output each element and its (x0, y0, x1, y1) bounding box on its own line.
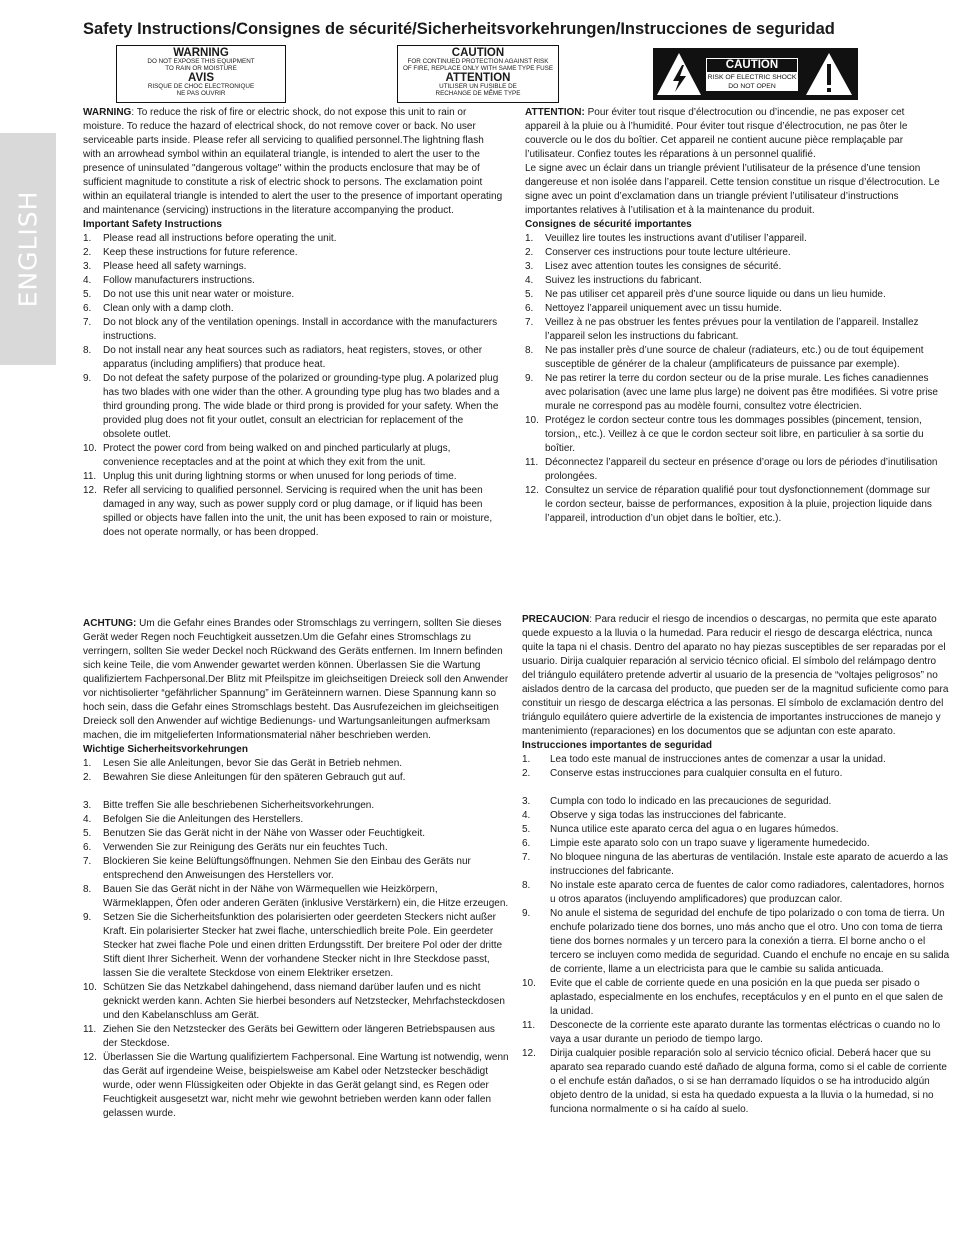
list-item-text: Please heed all safety warnings. (103, 261, 247, 272)
list-item (522, 753, 950, 767)
list-item-text: No anule el sistema de seguridad del enchufe de tipo polarizado o con toma de tierra. Un enchufe polarizado tiene dos bornes, uno más ancho que el otro. Uno con toma de tierra tiene dos bornes normales y un tercero para la conexión a tierra. El borne ancho o el tercero se incluyen como medida de seguridad. Cuando el enchufe no encaje en su salida de corriente, llame a un electricista para que le cambie su salida anticuada. (550, 908, 950, 975)
english-warning-lead: WARNING (83, 107, 132, 118)
list-item-text: Veuillez lire toutes les instructions avant d’utiliser l’appareil. (545, 233, 807, 244)
list-item-number: 5. (522, 824, 531, 835)
caution-label-line: OF FIRE, REPLACE ONLY WITH SAME TYPE FUSE (402, 64, 554, 72)
list-item (525, 344, 940, 372)
list-item (83, 470, 503, 484)
spanish-heading: Instrucciones importantes de seguridad (522, 740, 713, 751)
list-item-number: 3. (83, 261, 92, 272)
warning-label-line: TO RAIN OR MOISTURE (165, 64, 237, 72)
avis-label-line: NE PAS OUVRIR (176, 89, 226, 97)
list-item-number: 11. (522, 1020, 536, 1031)
list-item-number: 2. (83, 772, 92, 783)
list-item-number: 9. (83, 912, 92, 923)
list-item-text: Nettoyez l’appareil uniquement avec un tissu humide. (545, 303, 782, 314)
spanish-section (522, 613, 950, 1117)
list-item-text: Setzen Sie die Sicherheitsfunktion des polarisierten oder geerdeten Steckers nicht außer Kraft. Ein polarisierter Stecker hat zwei flache, unterschiedlich breite Pole. Ein geerdeter Stecker hat zwei flache Pole und einen dritten Erdungsstift. Der breitere Pol oder der dritte Stift dient Ihrer Sicherheit. Wenn der vorhandene Stecker nicht in Ihre Steckdose passt, lassen Sie die veraltete Steckdose von einem Elektriker ersetzen. (103, 912, 503, 979)
language-tab (0, 133, 56, 365)
list-item (83, 841, 509, 855)
list-item-number: 2. (525, 247, 534, 258)
list-item-number: 8. (83, 884, 92, 895)
list-item-number: 1. (522, 754, 531, 765)
list-item-text: No instale este aparato cerca de fuentes de calor como radiadores, calentadores, hornos u otros aparatos (incluyendo amplificadores) que produzcan calor. (550, 880, 945, 905)
list-item-number: 10. (83, 443, 97, 454)
list-item (83, 827, 509, 841)
list-item-number: 1. (525, 233, 534, 244)
list-item-text: Conserve estas instrucciones para cualquier consulta en el futuro. (550, 768, 843, 779)
english-warning-paragraph (83, 106, 503, 218)
german-heading: Wichtige Sicherheitsvorkehrungen (83, 744, 248, 755)
french-warning-paragraph-2: Le signe avec un éclair dans un triangle prévient l’utilisateur de la présence d’une tension dangereuse et non isolée dans l’appareil. Cette tension constitue un risque d’électrocution. Le signe avec un point d’exclamation dans un triangle prévient l’utilisateur d’instructions importantes relatives à l’utilisation et à la maintenance du produit. (525, 163, 940, 216)
list-item-text: Protégez le cordon secteur contre tous les dommages possibles (pincement, tension, torsion,, etc.). Veillez à ce que le cordon secteur soit libre, en particulier à sa sortie du boîtier. (545, 415, 924, 454)
list-item-text: Refer all servicing to qualified personnel. Servicing is required when the unit has been damaged in any way, such as power supply cord or plug damage, or if liquid has been spilled or objects have fallen into the unit, the unit has been exposed to rain or moisture, does not operate normally, or has been dropped. (103, 485, 493, 538)
exclamation-triangle-icon (804, 51, 854, 97)
list-item-text: Ne pas utiliser cet appareil près d’une source liquide ou dans un lieu humide. (545, 289, 886, 300)
list-item (83, 274, 503, 288)
caution-fuse-label (397, 45, 559, 103)
list-item-number: 6. (525, 303, 534, 314)
list-item-number: 3. (83, 800, 92, 811)
list-item-text: Cumpla con todo lo indicado en las precauciones de seguridad. (550, 796, 832, 807)
list-item-number: 3. (522, 796, 531, 807)
list-item (522, 837, 950, 851)
warning-label (116, 45, 286, 103)
list-item-number: 12. (522, 1048, 536, 1059)
list-item (83, 813, 509, 827)
list-item (83, 981, 509, 1023)
avis-label-title: AVIS (188, 72, 214, 85)
list-item-text: Lisez avec attention toutes les consignes de sécurité. (545, 261, 782, 272)
list-item-text: No bloquee ninguna de las aberturas de ventilación. Instale este aparato de acuerdo a las instrucciones del fabricante. (550, 852, 949, 877)
electric-shock-caution-label (653, 48, 858, 100)
list-item-number: 12. (83, 485, 97, 496)
list-item-number: 3. (525, 261, 534, 272)
list-item (83, 316, 503, 344)
list-item-number: 10. (525, 415, 539, 426)
list-item-text: Ne pas retirer la terre du cordon secteur ou de la prise murale. Les fiches canadiennes avec polarisation (avec une lame plus large) ne doivent pas être modifiées. Si votre prise murale ne correspond pas au modèle fourni, consultez votre électricien. (545, 373, 938, 412)
list-item (525, 274, 940, 288)
german-warning-paragraph (83, 617, 509, 743)
list-item-text: Consultez un service de réparation qualifié pour tout dysfonctionnement (dommage sur le cordon secteur, baisse de performances, exposition à la pluie, projection liquide dans l’appareil, introduction d’un objet dans le boîtier, etc.). (545, 485, 932, 524)
list-item-text: Schützen Sie das Netzkabel dahingehend, dass niemand darüber laufen und es nicht geknickt werden kann. Achten Sie hierbei besonders auf Netzstecker, Mehrfachsteckdosen und den Kabelanschluss am Gerät. (103, 982, 505, 1021)
list-item-text: Bauen Sie das Gerät nicht in der Nähe von Wärmequellen wie Heizkörpern, Wärmeklappen, Öfen oder anderen Geräten (inklusive Verstärkern) ein, die Hitze erzeugen. (103, 884, 509, 909)
list-item-number: 11. (83, 1024, 97, 1035)
list-item-number: 5. (83, 289, 92, 300)
list-item-number: 10. (522, 978, 536, 989)
list-item-number: 5. (83, 828, 92, 839)
german-section (83, 617, 509, 1121)
german-instruction-list (83, 757, 509, 1121)
list-item-text: Ne pas installer près d’une source de chaleur (radiateurs, etc.) ou de tout équipement susceptible de générer de la chaleur (amplificateurs de puissance par exemple). (545, 345, 924, 370)
attention-label-title: ATTENTION (445, 72, 511, 85)
list-item-number: 7. (525, 317, 534, 328)
list-item-text: Do not block any of the ventilation openings. Install in accordance with the manufacturers instructions. (103, 317, 498, 342)
german-warning-lead: ACHTUNG: (83, 618, 137, 629)
spanish-instruction-list (522, 753, 950, 1117)
list-item-text: Benutzen Sie das Gerät nicht in der Nähe von Wasser oder Feuchtigkeit. (103, 828, 426, 839)
list-item (83, 232, 503, 246)
list-item-number: 9. (522, 908, 531, 919)
list-item-number: 2. (522, 768, 531, 779)
list-item (525, 484, 940, 526)
list-item-text: Überlassen Sie die Wartung qualifiziertem Fachpersonal. Eine Wartung ist notwendig, wenn das Gerät auf irgendeine Weise, beispielsweise am Kabel oder Netzstecker beschädigt wurde, oder wenn Flüssigkeiten oder Objekte in das Gerät gelangt sind, es Regen oder Feuchtigkeit ausgesetzt war, nicht mehr wie gewohnt betrieben werden kann oder fallen gelassen wurde. (103, 1052, 509, 1119)
attention-label-line: RECHANGE DE MÊME TYPE (435, 89, 521, 97)
list-item (83, 484, 503, 540)
french-warning-text: Pour éviter tout risque d’électrocution ou d’incendie, ne pas exposer cet appareil à la pluie ou à l’humidité. Pour éviter tout risque d’électrocution, ne pas ôter le couvercle ou le dos du boîtier. Cet appareil ne contient aucune pièce remplaçable par l’utilisateur. Confiez toutes les réparations à un personnel qualifié. (525, 107, 908, 160)
list-item (522, 907, 950, 977)
list-item-text: Conserver ces instructions pour toute lecture ultérieure. (545, 247, 791, 258)
shock-label-title: CAUTION (706, 58, 798, 73)
shock-label-line: DO NOT OPEN (706, 82, 798, 91)
list-item-text: Limpie este aparato solo con un trapo suave y ligeramente humedecido. (550, 838, 870, 849)
list-item-text: Befolgen Sie die Anleitungen des Herstellers. (103, 814, 304, 825)
list-item (522, 809, 950, 823)
list-item-number: 4. (522, 810, 531, 821)
list-item-number: 4. (525, 275, 534, 286)
list-item (522, 1047, 950, 1117)
list-item-text: Déconnectez l’appareil du secteur en présence d’orage ou lors de périodes d’inutilisation prolongées. (545, 457, 938, 482)
list-item-number: 6. (522, 838, 531, 849)
list-item (522, 879, 950, 907)
list-item-text: Dirija cualquier posible reparación solo al servicio técnico oficial. Deberá hacer que su aparato sea reparado cuando esté dañado de alguna forma, como si el cable de corriente o el enchufe están dañados, o si se han derramado líquidos o se ha introducido algún objeto dentro de la unidad, si esta ha quedado expuesta a la lluvia o la humedad, si no funciona normalmente o si ha caído al suelo. (550, 1048, 947, 1115)
list-item-text: Keep these instructions for future reference. (103, 247, 298, 258)
list-item-text: Ziehen Sie den Netzstecker des Geräts bei Gewittern oder längeren Betriebspausen aus der Steckdose. (103, 1024, 495, 1049)
list-item (525, 372, 940, 414)
list-item-text: Bewahren Sie diese Anleitungen für den späteren Gebrauch gut auf. (103, 772, 406, 783)
list-item (83, 771, 509, 785)
lightning-triangle-icon (655, 51, 703, 97)
list-item-text: Evite que el cable de corriente quede en una posición en la que pueda ser pisado o aplastado, especialmente en los enchufes, receptáculos y en el punto en el que salen de la unidad. (550, 978, 944, 1017)
list-item-text: Clean only with a damp cloth. (103, 303, 234, 314)
list-item (525, 232, 940, 246)
list-item (525, 302, 940, 316)
list-item-text: Veillez à ne pas obstruer les fentes prévues pour la ventilation de l’appareil. Installez l’appareil selon les instructions du fabricant. (545, 317, 919, 342)
french-instruction-list (525, 232, 940, 526)
list-item-number: 8. (522, 880, 531, 891)
caution-label-title: CAUTION (451, 47, 505, 59)
list-item-number: 12. (525, 485, 539, 496)
list-item (83, 1023, 509, 1051)
list-item-text: Unplug this unit during lightning storms or when unused for long periods of time. (103, 471, 457, 482)
french-warning-paragraph (525, 106, 940, 162)
list-item (522, 977, 950, 1019)
list-item-number: 6. (83, 842, 92, 853)
list-item (522, 1019, 950, 1047)
list-item-number: 9. (83, 373, 92, 384)
list-item-text: Observe y siga todas las instrucciones del fabricante. (550, 810, 787, 821)
list-item (525, 414, 940, 456)
list-item (522, 851, 950, 879)
list-item-number: 7. (83, 856, 92, 867)
french-section (525, 106, 940, 526)
list-item-text: Suivez les instructions du fabricant. (545, 275, 702, 286)
english-instruction-list (83, 232, 503, 540)
list-item (83, 260, 503, 274)
list-item-number: 1. (83, 758, 92, 769)
list-item-number: 6. (83, 303, 92, 314)
list-item-text: Do not defeat the safety purpose of the polarized or grounding-type plug. A polarized plug has two blades with one wider than the other. A grounding type plug has two blades and a third grounding prong. The wide blade or third prong is provided for your safety. When the provided plug does not fit your outlet, consult an electrician for replacement of the obsolete outlet. (103, 373, 500, 440)
avis-label-line: RISQUE DE CHOC ELECTRONIQUE (147, 83, 255, 91)
list-item (83, 911, 509, 981)
list-item (525, 288, 940, 302)
list-item-number: 8. (525, 345, 534, 356)
list-item-text: Lea todo este manual de instrucciones antes de comenzar a usar la unidad. (550, 754, 886, 765)
list-item-number: 7. (522, 852, 531, 863)
list-item-number: 7. (83, 317, 92, 328)
shock-label-line: RISK OF ELECTRIC SHOCK (707, 74, 797, 82)
attention-label-line: UTILISER UN FUSIBLE DE (439, 83, 517, 91)
list-item-text: Do not install near any heat sources such as radiators, heat registers, stoves, or other apparatus (including amplifiers) that produce heat. (103, 345, 483, 370)
list-item-text: Desconecte de la corriente este aparato durante las tormentas eléctricas o cuando no lo vaya a usar durante un periodo de tiempo largo. (550, 1020, 941, 1045)
list-item (522, 795, 950, 809)
list-item (522, 823, 950, 837)
list-item-text: Nunca utilice este aparato cerca del agua o en lugares húmedos. (550, 824, 839, 835)
list-item-number: 10. (83, 982, 97, 993)
list-item-text: Do not use this unit near water or moisture. (103, 289, 295, 300)
list-item (83, 855, 509, 883)
spanish-warning-paragraph (522, 613, 950, 739)
list-item (83, 442, 503, 470)
list-item (83, 302, 503, 316)
list-item-number: 5. (525, 289, 534, 300)
list-item (83, 799, 509, 813)
list-item (525, 260, 940, 274)
english-heading: Important Safety Instructions (83, 219, 222, 230)
list-item-number: 11. (83, 471, 97, 482)
english-warning-text: : To reduce the risk of fire or electric shock, do not expose this unit to rain or moisture. To reduce the hazard of electrical shock, do not remove cover or back. No user serviceable parts inside. Please refer all servicing to qualified personnel.The lightning flash with an arrowhead symbol within an equilateral triangle, is intended to alert the user to the presence of uninsulated "dangerous voltage" within the products enclosure that may be of sufficient magnitude to constitute a risk of electric shock to persons. The exclamation point within an equilateral triangle is intended to alert the user to the presence of important operating and maintenance (servicing) instructions in the literature accompanying the product. (83, 107, 503, 216)
french-warning-lead: ATTENTION: (525, 107, 585, 118)
list-item-number: 8. (83, 345, 92, 356)
list-item-text: Follow manufacturers instructions. (103, 275, 255, 286)
list-item-number: 2. (83, 247, 92, 258)
list-item-text: Verwenden Sie zur Reinigung des Geräts nur ein feuchtes Tuch. (103, 842, 388, 853)
list-item (525, 246, 940, 260)
list-item (83, 344, 503, 372)
list-item (83, 288, 503, 302)
warning-label-title: WARNING (173, 47, 229, 59)
spanish-warning-lead: PRECAUCION (522, 614, 590, 625)
page-title: Safety Instructions/Consignes de sécurité/Sicherheitsvorkehrungen/Instrucciones de seguridad (83, 20, 835, 38)
german-warning-text: Um die Gefahr eines Brandes oder Stromschlags zu verringern, sollten Sie dieses Gerät weder Regen noch Feuchtigkeit aussetzen.Um die Gefahr eines Stromschlags zu verringern, sollten Sie weder Deckel noch Rückwand des Geräts entfernen. Im Innern befinden sich keine Teile, die vom Anwender gewartet werden können. Überlassen Sie die Wartung qualifiziertem Fachpersonal.Der Blitz mit Pfeilspitze im gleichseitigen Dreieck soll den Anwender vor nichtisolierter “gefährlicher Spannung” im Geräteinnern warnen. Diese Spannung kann so hoch sein, dass die Gefahr eines Stromschlags besteht. Das Ausrufezeichen im gleichseitigen Dreieck soll den Anwender auf wichtige Bedienungs- und Wartungsanleitungen aufmerksam machen, die im mitgelieferten Informationsmaterial näher beschrieben werden. (83, 618, 509, 741)
english-section (83, 106, 503, 540)
list-item-number: 4. (83, 814, 92, 825)
spanish-warning-text: : Para reducir el riesgo de incendios o descargas, no permita que este aparato quede expuesto a la lluvia o la humedad. Para reducir el riesgo de descarga eléctrica, nunca quite la tapa ni el chasis. Dentro del aparato no hay piezas susceptibles de ser reparadas por el usuario. Dirija cualquier reparación al servicio técnico oficial. El símbolo del relámpago dentro del triángulo equilátero pretende advertir al usuario de la presencia de “voltajes peligrosos” no aislados dentro de la carcasa del producto, que pueden ser de la magnitud suficiente como para constituir un riesgo de descarga eléctrica a las personas. El símbolo de exclamación dentro del triángulo equilátero quiere advertirle de la existencia de importantes instrucciones de manejo y mantenimiento (reparaciones) en los documentos que se adjuntan con este aparato. (522, 614, 949, 737)
list-item (522, 767, 950, 781)
shock-label-text (706, 58, 798, 94)
list-item-number: 12. (83, 1052, 97, 1063)
list-item (83, 1051, 509, 1121)
list-item-text: Bitte treffen Sie alle beschriebenen Sicherheitsvorkehrungen. (103, 800, 375, 811)
list-item-number: 1. (83, 233, 92, 244)
list-item (83, 883, 509, 911)
list-item-number: 11. (525, 457, 539, 468)
list-item (525, 316, 940, 344)
list-item-text: Lesen Sie alle Anleitungen, bevor Sie das Gerät in Betrieb nehmen. (103, 758, 403, 769)
list-item-number: 9. (525, 373, 534, 384)
list-item (83, 757, 509, 771)
list-item-text: Protect the power cord from being walked on and pinched particularly at plugs, convenience receptacles and at the point at which they exit from the unit. (103, 443, 451, 468)
caution-label-line: FOR CONTINUED PROTECTION AGAINST RISK (407, 58, 549, 66)
list-item-text: Please read all instructions before operating the unit. (103, 233, 337, 244)
french-heading: Consignes de sécurité importantes (525, 219, 692, 230)
list-item-number: 4. (83, 275, 92, 286)
warning-label-line: DO NOT EXPOSE THIS EQUIPMENT (147, 58, 255, 66)
list-item-text: Blockieren Sie keine Belüftungsöffnungen. Nehmen Sie den Einbau des Geräts nur entsprechend den Anweisungen des Herstellers vor. (103, 856, 471, 881)
list-item (83, 372, 503, 442)
list-item (83, 246, 503, 260)
language-tab-label: ENGLISH (13, 190, 43, 308)
list-item (525, 456, 940, 484)
